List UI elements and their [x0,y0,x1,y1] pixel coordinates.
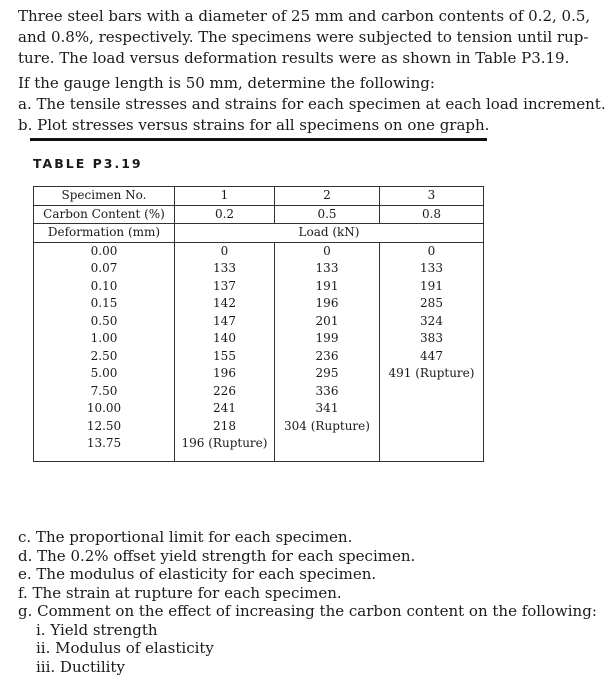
load-cell: 191 [275,278,380,296]
question-item: f. The strain at rupture for each specimen. [18,583,342,602]
load-cell: 236 [275,348,380,366]
table-row [34,242,484,260]
load-cell: 196 (Rupture) [175,435,275,461]
table-row [34,348,484,366]
table-row [34,365,484,383]
carbon-value: 0.8 [380,205,484,224]
question-item: d. The 0.2% offset yield strength for each specimen. [18,546,416,565]
load-cell: 218 [175,418,275,436]
table-row [34,418,484,436]
question-item: c. The proportional limit for each specimen. [18,528,353,546]
question-item: g. Comment on the effect of increasing the carbon content on the following: [18,602,597,620]
load-cell: 199 [275,330,380,348]
load-cell: 191 [380,278,484,296]
task-intro: If the gauge length is 50 mm, determine the following: [18,74,435,92]
deformation-cell: 7.50 [34,383,175,401]
table-header-row [34,187,484,206]
table-row [34,313,484,331]
load-cell: 447 [380,348,484,366]
specimen-number: 2 [275,187,380,206]
load-cell: 285 [380,295,484,313]
table-row [34,383,484,401]
table-header-row [34,205,484,224]
task-item-b: b. Plot stresses versus strains for all specimens on one graph. [18,116,490,134]
load-cell: 133 [175,260,275,278]
load-cell: 304 (Rupture) [275,418,380,436]
deformation-cell: 10.00 [34,400,175,418]
deformation-cell: 0.10 [34,278,175,296]
load-cell: 241 [175,400,275,418]
deformation-cell: 2.50 [34,348,175,366]
table-row [34,435,484,461]
load-cell: 324 [380,313,484,331]
load-cell: 0 [275,242,380,260]
subquestion-item: ii. Modulus of elasticity [36,639,214,657]
load-cell: 201 [275,313,380,331]
carbon-label: Carbon Content (%) [34,205,175,224]
statement-line: Three steel bars with a diameter of 25 mm and carbon contents of 0.2, 0.5, [18,7,591,25]
load-cell: 491 (Rupture) [380,365,484,383]
deformation-cell: 0.00 [34,242,175,260]
load-cell: 383 [380,330,484,348]
task-item-a: a. The tensile stresses and strains for each specimen at each load increment. [18,95,606,113]
load-cell: 147 [175,313,275,331]
deformation-label: Deformation (mm) [34,224,175,243]
load-cell: 295 [275,365,380,383]
specimen-number: 3 [380,187,484,206]
section-divider [30,138,487,141]
deformation-cell: 13.75 [34,435,175,461]
load-cell: 341 [275,400,380,418]
statement-line: and 0.8%, respectively. The specimens were subjected to tension until rup- [18,28,589,46]
load-cell: 0 [175,242,275,260]
load-cell [275,435,380,461]
deformation-cell: 0.50 [34,313,175,331]
load-cell: 226 [175,383,275,401]
load-cell: 0 [380,242,484,260]
load-cell [380,383,484,401]
table-row [34,330,484,348]
question-item: e. The modulus of elasticity for each specimen. [18,565,377,583]
load-cell: 155 [175,348,275,366]
question-list [18,528,597,676]
load-cell: 196 [275,295,380,313]
problem-statement [18,6,591,69]
statement-line: ture. The load versus deformation results were as shown in Table P3.19. [18,49,570,67]
deformation-cell: 1.00 [34,330,175,348]
load-cell: 133 [275,260,380,278]
table-header-row [34,224,484,243]
load-cell [380,418,484,436]
subquestion-item: iii. Ductility [36,657,125,676]
task-list [18,73,606,136]
table-row [34,260,484,278]
table-row [34,295,484,313]
deformation-cell: 5.00 [34,365,175,383]
load-cell: 137 [175,278,275,296]
load-label: Load (kN) [175,224,484,243]
load-cell [380,435,484,461]
table-caption: TABLE P3.19 [33,156,143,171]
deformation-cell: 12.50 [34,418,175,436]
carbon-value: 0.5 [275,205,380,224]
load-cell: 336 [275,383,380,401]
load-cell: 140 [175,330,275,348]
load-cell [380,400,484,418]
table-row [34,400,484,418]
load-cell: 196 [175,365,275,383]
load-cell: 133 [380,260,484,278]
deformation-cell: 0.15 [34,295,175,313]
table-body [34,242,484,461]
load-cell: 142 [175,295,275,313]
carbon-value: 0.2 [175,205,275,224]
specimen-number: 1 [175,187,275,206]
specimen-label: Specimen No. [34,187,175,206]
table-row [34,278,484,296]
subquestion-item: i. Yield strength [36,620,158,639]
data-table [33,186,484,462]
deformation-cell: 0.07 [34,260,175,278]
